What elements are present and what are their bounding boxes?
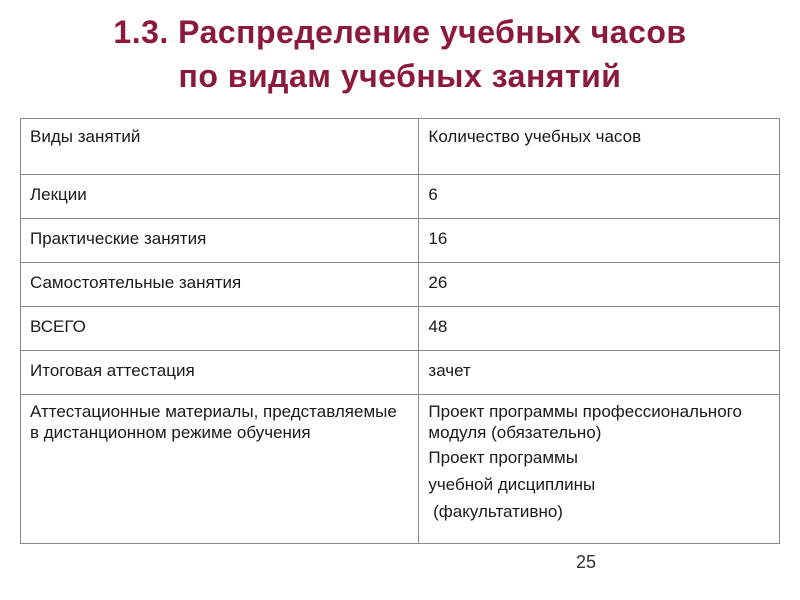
table-row-attestation-materials	[21, 395, 780, 544]
value-line-module-program: Проект программы профессионального модуля (обязательно)	[428, 402, 742, 442]
table-row	[21, 219, 780, 263]
slide-title-line-2: по видам учебных занятий	[178, 58, 622, 94]
row-value: 48	[419, 307, 780, 351]
page-number: 25	[576, 552, 597, 572]
row-label-attestation-materials: Аттестационные материалы, представляемые в дистанционном режиме обучения	[21, 395, 419, 544]
row-value: зачет	[419, 351, 780, 395]
table-row	[21, 307, 780, 351]
table-row	[21, 263, 780, 307]
slide-title-line-1: 1.3. Распределение учебных часов	[113, 14, 687, 50]
row-label: Практические занятия	[21, 219, 419, 263]
value-line-optional: (факультативно)	[428, 502, 563, 521]
row-value: 16	[419, 219, 780, 263]
value-line-discipline-program-2: учебной дисциплины	[428, 475, 596, 494]
row-value: 6	[419, 175, 780, 219]
slide-title	[0, 10, 800, 98]
table-row	[21, 351, 780, 395]
row-label: ВСЕГО	[21, 307, 419, 351]
row-value: 26	[419, 263, 780, 307]
header-cell-activity-types: Виды занятий	[21, 119, 419, 175]
row-value-attestation-materials	[419, 395, 780, 544]
table-row	[21, 175, 780, 219]
value-line-discipline-program-1: Проект программы	[428, 448, 578, 467]
table-header-row	[21, 119, 780, 175]
header-cell-hours-count: Количество учебных часов	[419, 119, 780, 175]
row-label: Самостоятельные занятия	[21, 263, 419, 307]
hours-distribution-table	[20, 118, 780, 544]
row-label: Итоговая аттестация	[21, 351, 419, 395]
row-label: Лекции	[21, 175, 419, 219]
